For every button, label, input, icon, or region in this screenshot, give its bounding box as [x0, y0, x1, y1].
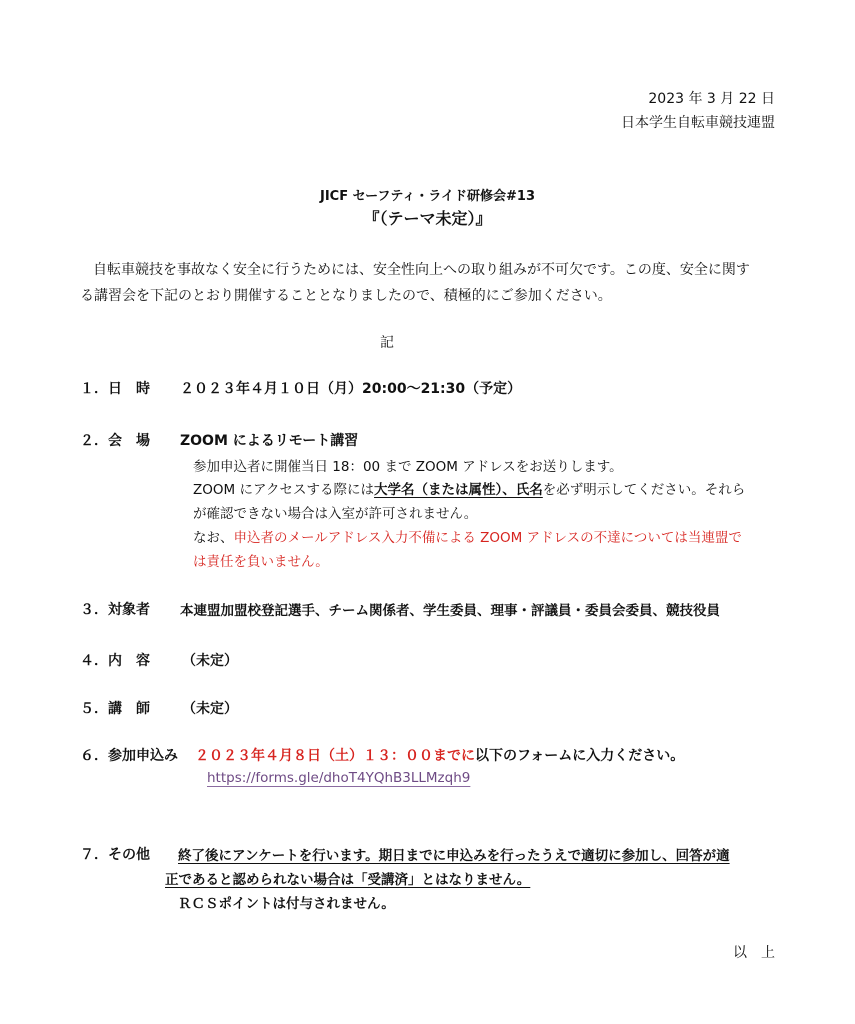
venue-note-2-required-info: 大学名（または属性）、氏名 [374, 482, 543, 498]
venue-note-2-post: を必ず明示してください。それら [542, 482, 746, 498]
event-theme: 『（テーマ未定）』 [363, 209, 492, 228]
document-date: 2023 年 3 月 22 日 [648, 91, 775, 107]
venue-disclaimer-end: は責任を負いません。 [193, 554, 329, 570]
content-label: ４．内 容 [80, 653, 150, 669]
other-line-2: 正であると認められない場合は「受講済」とはなりません。 [165, 872, 531, 888]
venue-note-3: が確認できない場合は入室が許可されません。 [193, 506, 478, 522]
issuer-organization: 日本学生自転車競技連盟 [621, 115, 775, 131]
venue-note-4-pre: なお、 [193, 530, 234, 546]
apply-deadline: ２０２３年４月８日（土）１３：００までに [195, 748, 475, 764]
venue-note-2-pre: ZOOM にアクセスする際には [193, 482, 375, 498]
intro-line-2: る講習会を下記のとおり開催することとなりましたので、積極的にご参加ください。 [80, 288, 612, 304]
closing-mark: 以 上 [733, 945, 775, 961]
apply-instruction: 以下のフォームに入力ください。 [475, 748, 685, 764]
intro-line-1: 自転車競技を事故なく安全に行うためには、安全性向上への取り組みが不可欠です。この度、安全に関す [93, 262, 750, 278]
event-title: JICF セーフティ・ライド研修会#13 [319, 189, 535, 204]
other-line-3: ＲＣＳポイントは付与されません。 [178, 896, 395, 912]
other-label: ７．その他 [80, 847, 150, 863]
application-form-link[interactable]: https://forms.gle/dhoT4YQhB3LLMzqh9 [207, 770, 471, 786]
target-value: 本連盟加盟校登記選手、チーム関係者、学生委員、理事・評議員・委員会委員、競技役員 [180, 603, 720, 619]
venue-note-4 [193, 526, 742, 546]
lecturer-value: （未定） [182, 701, 238, 717]
venue-label: ２．会 場 [80, 433, 150, 449]
venue-note-1: 参加申込者に開催当日 18：00 まで ZOOM アドレスをお送りします。 [193, 459, 623, 475]
venue-value: ZOOM によるリモート講習 [180, 433, 359, 449]
lecturer-label: ５．講 師 [80, 701, 150, 717]
content-value: （未定） [182, 653, 238, 669]
apply-text [195, 745, 684, 765]
date-label: １．日 時 [80, 381, 150, 397]
apply-label: ６．参加申込み [80, 748, 178, 764]
ki-marker: 記 [380, 335, 394, 351]
venue-note-2 [193, 478, 745, 498]
date-value: ２０２３年４月１０日（月）20:00～21:30（予定） [180, 381, 522, 397]
target-label: ３．対象者 [80, 602, 150, 618]
other-line-1: 終了後にアンケートを行います。期日までに申込みを行ったうえで適切に参加し、回答が適 [178, 848, 730, 864]
venue-disclaimer: 申込者のメールアドレス入力不備による ZOOM アドレスの不達については当連盟で [233, 530, 742, 546]
